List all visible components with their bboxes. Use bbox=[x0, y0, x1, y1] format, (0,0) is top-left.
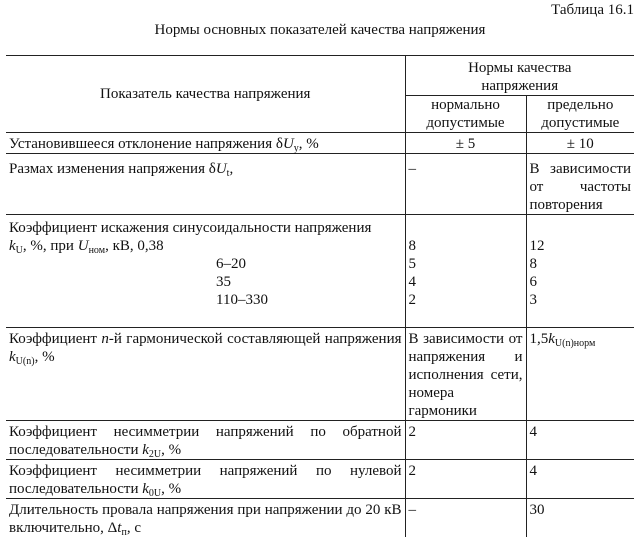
row-normal: В зависимости от напряжения и исполнения сети, номера гармоники bbox=[405, 328, 526, 421]
header-norms: Нормы качества напряжения bbox=[405, 56, 634, 96]
table-row bbox=[6, 133, 634, 154]
table-title: Нормы основных показателей качества напряжения bbox=[154, 22, 486, 38]
row-indicator: Установившееся отклонение напряжения $\delta U_у$, % bbox=[6, 133, 405, 154]
table-row bbox=[6, 499, 634, 538]
row-limit: 4 bbox=[526, 460, 634, 499]
row-limit: 30 bbox=[526, 499, 634, 538]
norms-table bbox=[6, 55, 634, 537]
row-limit: $1,5k_{U(n)норм}$ bbox=[526, 328, 634, 421]
row-limit: ± 10 bbox=[526, 133, 634, 154]
row-limit: 12 8 6 3 bbox=[526, 215, 634, 328]
header-normal: нормально допустимые bbox=[405, 96, 526, 133]
row-normal: – bbox=[405, 154, 526, 215]
row-normal: – bbox=[405, 499, 526, 538]
table-row bbox=[6, 460, 634, 499]
row-indicator: Коэффициент искажения синусоидальности напряжения $k_U$, %, при $U_{ном}$, кВ, 0,38 6–20 35 110–330 bbox=[6, 215, 405, 328]
row-indicator: Размах изменения напряжения $\delta U_t$, bbox=[6, 154, 405, 215]
table-row bbox=[6, 154, 634, 215]
subrow-voltage: 110–330 bbox=[216, 292, 268, 308]
header-limit: предельно допустимые bbox=[526, 96, 634, 133]
row-normal: 8 5 4 2 bbox=[405, 215, 526, 328]
row-normal: 2 bbox=[405, 421, 526, 460]
subrow-voltage: 6–20 bbox=[216, 256, 246, 272]
header-indicator: Показатель качества напряжения bbox=[6, 56, 405, 133]
row-normal: 2 bbox=[405, 460, 526, 499]
row-indicator: Длительность провала напряжения при напряжении до 20 кВ включительно, $\Delta t_п$, с bbox=[9, 502, 402, 538]
row-normal: ± 5 bbox=[405, 133, 526, 154]
row-indicator: Коэффициент несимметрии напряжений по обратной последовательности $k_{2U}$, % bbox=[6, 421, 405, 460]
table-caption: Таблица 16.1 bbox=[551, 2, 634, 18]
row-limit: В зависимости от частоты повторения bbox=[526, 154, 634, 215]
subrow-voltage: 35 bbox=[216, 274, 231, 290]
table-row bbox=[6, 215, 634, 328]
row-indicator: Коэффициент несимметрии напряжений по нулевой последовательности $k_{0U}$, % bbox=[6, 460, 405, 499]
table-row bbox=[6, 328, 634, 421]
row-limit: 4 bbox=[526, 421, 634, 460]
table-row bbox=[6, 421, 634, 460]
row-indicator: Коэффициент n-й гармонической составляющей напряжения $k_{U(n)}$, % bbox=[6, 328, 405, 421]
